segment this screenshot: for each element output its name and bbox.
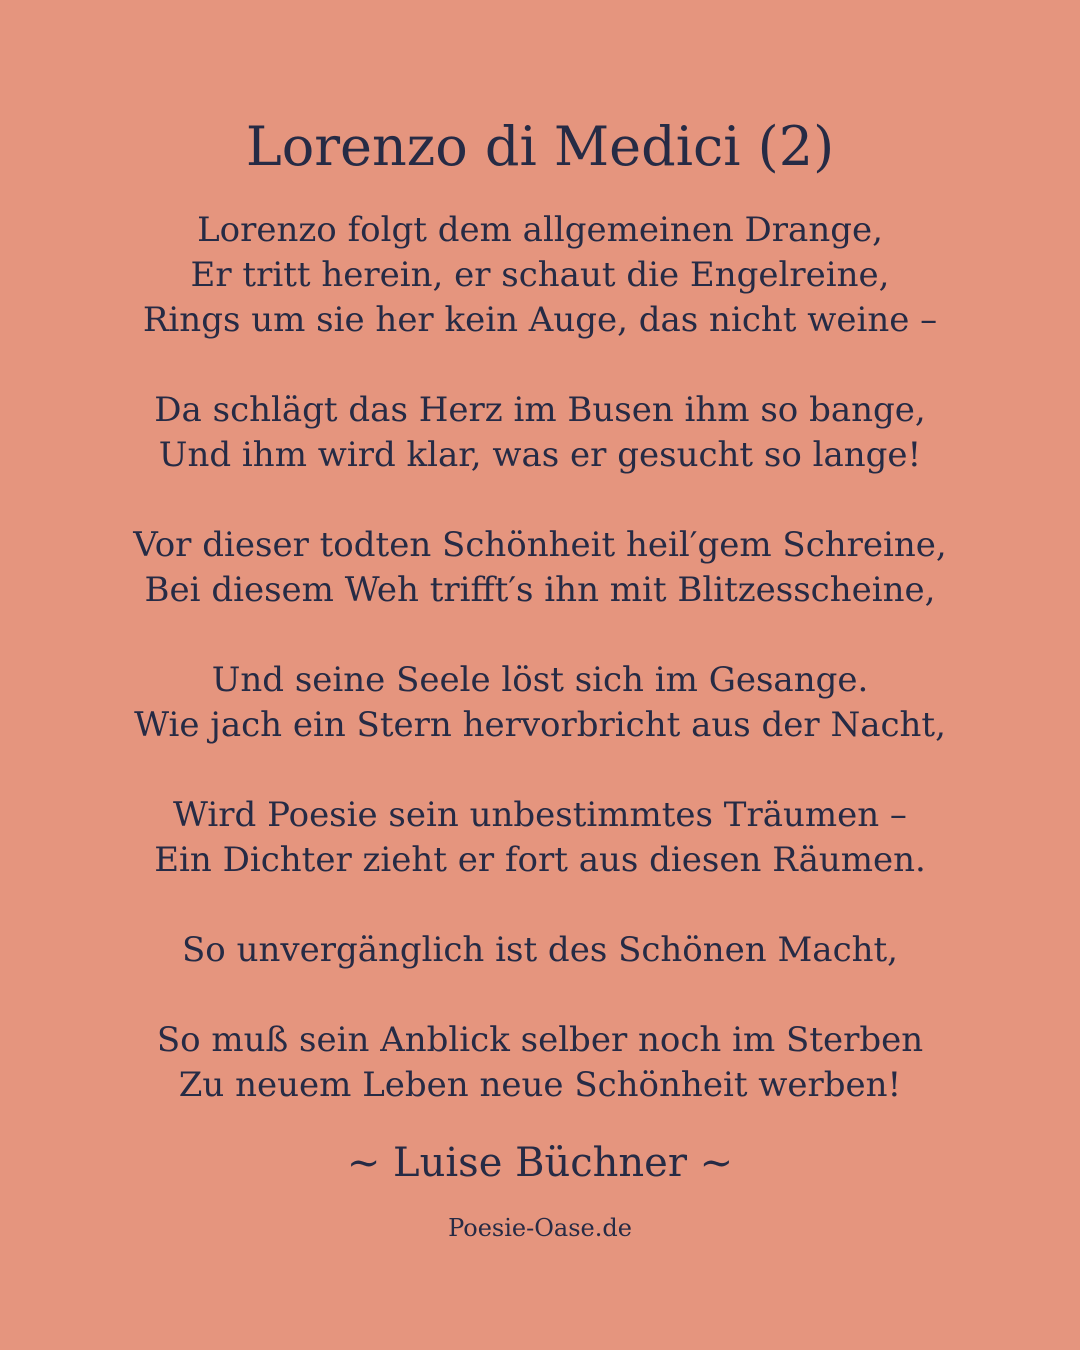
poem-body <box>0 208 1080 1153</box>
poem-author: ~ Luise Büchner ~ <box>346 1140 734 1186</box>
poem-line: So unvergänglich ist des Schönen Macht, <box>182 930 898 970</box>
stanza-2 <box>0 388 1080 478</box>
poem-line: Und seine Seele löst sich im Gesange. <box>211 660 869 700</box>
stanza-4 <box>0 658 1080 748</box>
poem-line: Wie jach ein Stern hervorbricht aus der Nacht, <box>134 705 946 745</box>
poem-line: Vor dieser todten Schönheit heil′gem Schreine, <box>133 525 947 565</box>
poem-title: Lorenzo di Medici (2) <box>245 115 835 178</box>
stanza-5 <box>0 793 1080 883</box>
poem-line: Ein Dichter zieht er fort aus diesen Räumen. <box>154 840 926 880</box>
poem-line: Bei diesem Weh trifft′s ihn mit Blitzesscheine, <box>144 570 936 610</box>
poem-line: Da schlägt das Herz im Busen ihm so bange, <box>154 390 926 430</box>
poem-line: Rings um sie her kein Auge, das nicht weine – <box>142 300 938 340</box>
poem-line: Er tritt herein, er schaut die Engelreine, <box>190 255 890 295</box>
stanza-3 <box>0 523 1080 613</box>
poem-line: Wird Poesie sein unbestimmtes Träumen – <box>173 795 907 835</box>
stanza-6 <box>0 928 1080 973</box>
poem-line: Zu neuem Leben neue Schönheit werben! <box>178 1065 902 1105</box>
stanza-7 <box>0 1018 1080 1108</box>
stanza-1 <box>0 208 1080 343</box>
poem-line: So muß sein Anblick selber noch im Sterben <box>156 1020 924 1060</box>
poem-line: Lorenzo folgt dem allgemeinen Drange, <box>197 210 883 250</box>
poem-line: Und ihm wird klar, was er gesucht so lange! <box>158 435 922 475</box>
website-credit: Poesie-Oase.de <box>448 1214 632 1242</box>
